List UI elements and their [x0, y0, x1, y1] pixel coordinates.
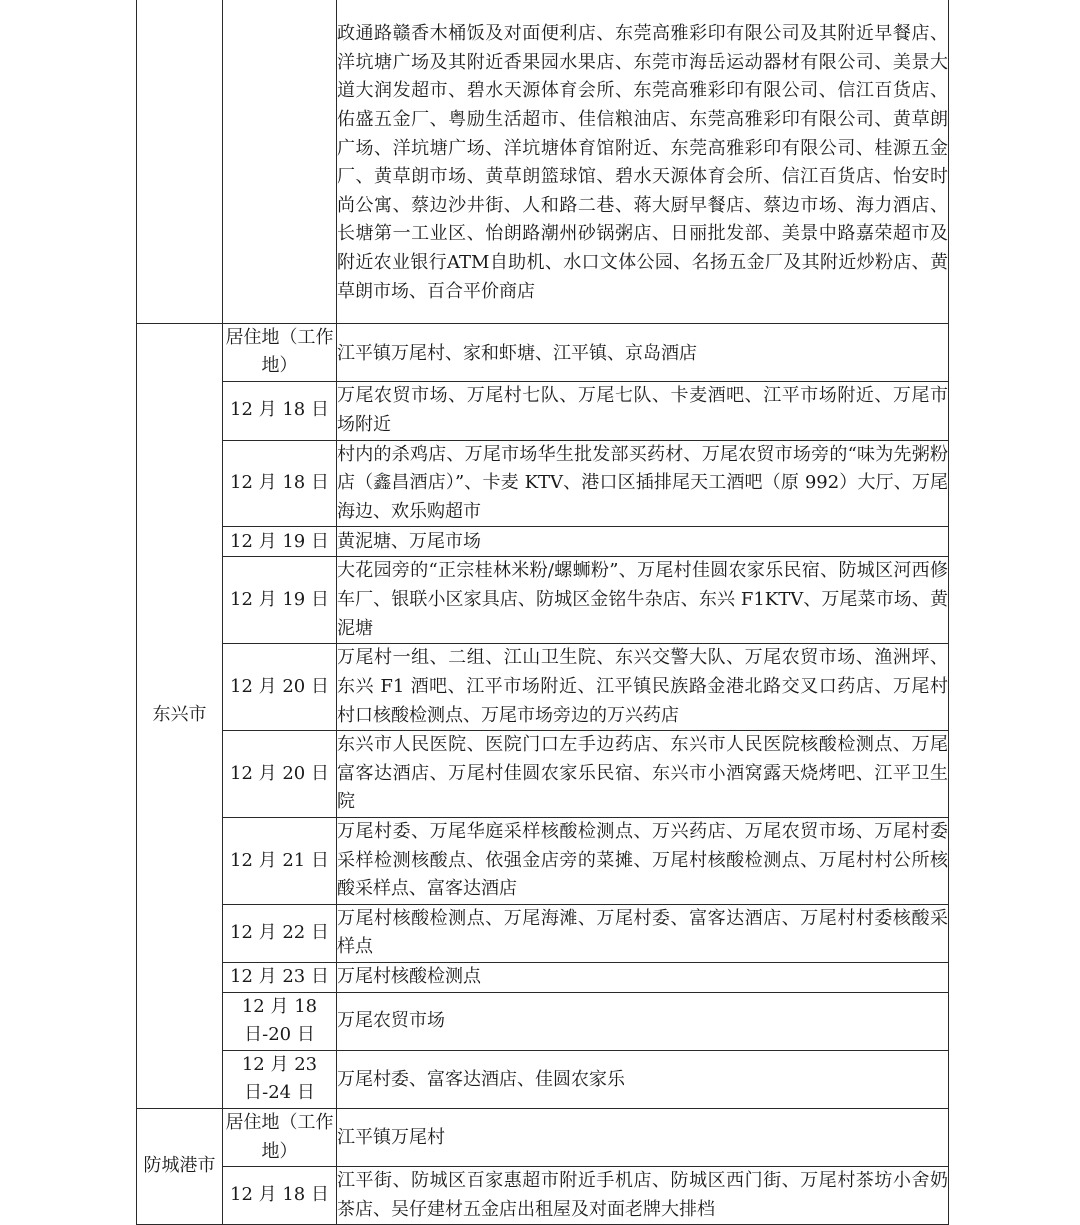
date-cell: 12 月 23 日 — [223, 963, 337, 993]
date-cell: 12 月 18 日 — [223, 381, 337, 440]
date-cell: 居住地（工作地） — [223, 1108, 337, 1166]
places-cell: 江平镇万尾村 — [337, 1108, 949, 1166]
date-cell: 12 月 23 日-24 日 — [223, 1050, 337, 1108]
places-cell: 政通路赣香木桶饭及对面便利店、东莞高雅彩印有限公司及其附近早餐店、洋坑塘广场及其附近香果园水果店、东莞市海岳运动器材有限公司、美景大道大润发超市、碧水天源体育会所、东莞高雅彩印有限公司、信江百货店、佑盛五金厂、粤励生活超市、佳信粮油店、东莞高雅彩印有限公司、黄草朗广场、洋坑塘广场、洋坑塘体育馆附近、东莞高雅彩印有限公司、桂源五金厂、黄草朗市场、黄草朗篮球馆、碧水天源体育会所、信江百货店、怡安时尚公寓、蔡边沙井街、人和路二巷、蒋大厨早餐店、蔡边市场、海力酒店、长塘第一工业区、怡朗路潮州砂锅粥店、日丽批发部、美景中路嘉荣超市及附近农业银行ATM自助机、水口文体公园、名扬五金厂及其附近炒粉店、黄草朗市场、百合平价商店 — [337, 0, 949, 323]
table-row — [137, 323, 949, 381]
city-cell-fangchenggang: 防城港市 — [137, 1108, 223, 1224]
table-row — [137, 963, 949, 993]
places-cell: 万尾农贸市场、万尾村七队、万尾七队、卡麦酒吧、江平市场附近、万尾市场附近 — [337, 381, 949, 440]
places-cell: 村内的杀鸡店、万尾市场华生批发部买药材、万尾农贸市场旁的“味为先粥粉店（鑫昌酒店）”、卡麦 KTV、港口区插排尾天工酒吧（原 992）大厅、万尾海边、欢乐购超市 — [337, 440, 949, 527]
places-cell: 江平街、防城区百家惠超市附近手机店、防城区西门街、万尾村茶坊小舍奶茶店、吴仔建材五金店出租屋及对面老牌大排档 — [337, 1167, 949, 1225]
table-row — [137, 381, 949, 440]
date-cell: 12 月 19 日 — [223, 557, 337, 644]
places-cell: 江平镇万尾村、家和虾塘、江平镇、京岛酒店 — [337, 323, 949, 381]
table-row — [137, 0, 949, 323]
table-row — [137, 731, 949, 818]
table-row — [137, 818, 949, 905]
date-cell-empty — [223, 0, 337, 323]
date-cell: 12 月 21 日 — [223, 818, 337, 905]
date-cell: 12 月 19 日 — [223, 527, 337, 557]
places-cell: 万尾村一组、二组、江山卫生院、东兴交警大队、万尾农贸市场、渔洲坪、东兴 F1 酒吧、江平市场附近、江平镇民族路金港北路交叉口药店、万尾村村口核酸检测点、万尾市场旁边的万兴药店 — [337, 644, 949, 731]
places-cell: 黄泥塘、万尾市场 — [337, 527, 949, 557]
places-cell: 万尾村核酸检测点 — [337, 963, 949, 993]
places-cell: 万尾村核酸检测点、万尾海滩、万尾村委、富客达酒店、万尾村村委核酸采样点 — [337, 904, 949, 962]
table-row — [137, 1050, 949, 1108]
table-row — [137, 644, 949, 731]
city-cell-dongxing: 东兴市 — [137, 323, 223, 1108]
trace-table — [136, 0, 949, 1225]
date-cell: 12 月 22 日 — [223, 904, 337, 962]
date-cell: 12 月 18 日 — [223, 440, 337, 527]
table-row — [137, 904, 949, 962]
places-cell: 万尾村委、富客达酒店、佳圆农家乐 — [337, 1050, 949, 1108]
table-row — [137, 992, 949, 1050]
date-cell: 12 月 20 日 — [223, 731, 337, 818]
table-row — [137, 1108, 949, 1166]
places-cell: 万尾农贸市场 — [337, 992, 949, 1050]
date-cell: 居住地（工作地） — [223, 323, 337, 381]
city-cell-empty — [137, 0, 223, 323]
table-row — [137, 527, 949, 557]
date-cell: 12 月 18 日 — [223, 1167, 337, 1225]
table-row — [137, 1167, 949, 1225]
table-row — [137, 557, 949, 644]
places-cell: 东兴市人民医院、医院门口左手边药店、东兴市人民医院核酸检测点、万尾富客达酒店、万尾村佳圆农家乐民宿、东兴市小酒窝露天烧烤吧、江平卫生院 — [337, 731, 949, 818]
places-cell: 大花园旁的“正宗桂林米粉/螺蛳粉”、万尾村佳圆农家乐民宿、防城区河西修车厂、银联小区家具店、防城区金铭牛杂店、东兴 F1KTV、万尾菜市场、黄泥塘 — [337, 557, 949, 644]
table-row — [137, 440, 949, 527]
date-cell: 12 月 18 日-20 日 — [223, 992, 337, 1050]
places-cell: 万尾村委、万尾华庭采样核酸检测点、万兴药店、万尾农贸市场、万尾村委采样检测核酸点、依强金店旁的菜摊、万尾村核酸检测点、万尾村村公所核酸采样点、富客达酒店 — [337, 818, 949, 905]
date-cell: 12 月 20 日 — [223, 644, 337, 731]
